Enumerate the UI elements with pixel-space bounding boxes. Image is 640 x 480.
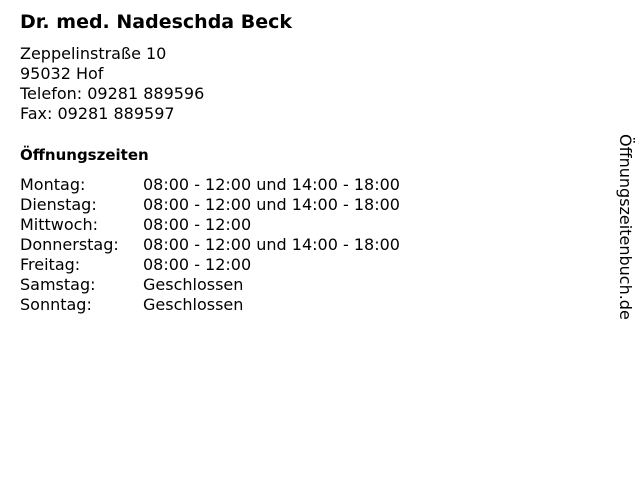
time-value: 08:00 - 12:00 und 14:00 - 18:00 [143,175,400,194]
contact-block [20,44,600,124]
day-label: Dienstag: [20,195,97,214]
hours-row-thursday [20,235,600,255]
opening-hours-table [20,175,600,315]
time-value: 08:00 - 12:00 [143,255,252,274]
postal-city: 95032 Hof [20,64,104,83]
practice-name: Dr. med. Nadeschda Beck [20,11,292,33]
hours-row-saturday [20,275,600,295]
fax-number: Fax: 09281 889597 [20,104,175,123]
phone-number: Telefon: 09281 889596 [20,84,205,103]
day-label: Donnerstag: [20,235,119,254]
day-label: Freitag: [20,255,81,274]
time-value: Geschlossen [143,295,244,314]
hours-row-wednesday [20,215,600,235]
day-label: Sonntag: [20,295,92,314]
hours-row-monday [20,175,600,195]
hours-row-tuesday [20,195,600,215]
day-label: Montag: [20,175,86,194]
practice-card [20,10,600,315]
opening-hours-heading: Öffnungszeiten [20,146,149,164]
day-label: Samstag: [20,275,96,294]
brand-watermark [615,134,635,364]
street-address: Zeppelinstraße 10 [20,44,167,63]
time-value: 08:00 - 12:00 und 14:00 - 18:00 [143,235,400,254]
brand-text: Öffnungszeitenbuch.de [616,134,635,320]
day-label: Mittwoch: [20,215,98,234]
hours-row-sunday [20,295,600,315]
time-value: 08:00 - 12:00 und 14:00 - 18:00 [143,195,400,214]
time-value: Geschlossen [143,275,244,294]
time-value: 08:00 - 12:00 [143,215,252,234]
hours-row-friday [20,255,600,275]
